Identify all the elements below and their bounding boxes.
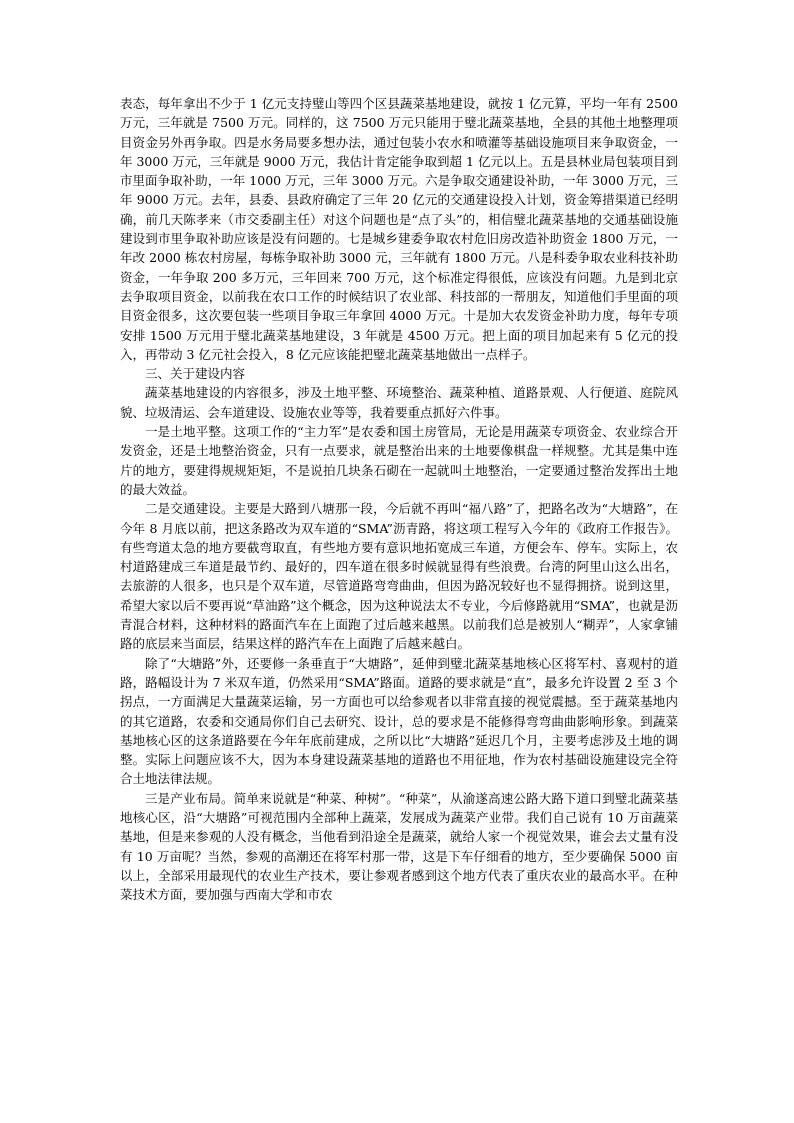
paragraph-transport-construction: 二是交通建设。主要是大路到八塘那一段，今后就不再叫“福八路”了，把路名改为“大塘路”，在今年 8 月底以前，把这条路改为双车道的“SMA”沥青路，将这项工程写入今年的《政府工作报告》。有些弯道太急的地方要截弯取直，有些地方要有意识地拓宽成三车道，方便会车、停车。实际上，农村道路建成三车道是最节约、最好的，四车道在很多时候就显得有些浪费。台湾的阿里山这么出名，去旅游的人很多，也只是个双车道，尽管道路弯弯曲曲，但因为路况较好也不显得拥挤。说到这里，希望大家以后不要再说“草油路”这个概念，因为这种说法太不专业，今后修路就用“SMA”，也就是沥青混合材料，这种材料的路面汽车在上面跑了过后越来越黑。以前我们总是被别人“糊弄”，人家拿铺路的底层来当面层，结果这样的路汽车在上面跑了后越来越白。 [120, 501, 678, 652]
document-body [120, 94, 678, 904]
section-heading-construction-content: 三、关于建设内容 [145, 366, 246, 382]
paragraph-construction-overview: 蔬菜基地建设的内容很多，涉及土地平整、环境整治、蔬菜种植、道路景观、人行便道、庭院风貌、垃圾清运、会车道建设、设施农业等等，我着要重点抓好六件事。 [120, 385, 678, 420]
paragraph-additional-road: 除了“大塘路”外，还要修一条垂直于“大塘路”，延伸到璧北蔬菜基地核心区将军村、喜观村的道路，路幅设计为 7 米双车道，仍然采用“SMA”路面。道路的要求就是“直”，最多允许设置 2 至 3 个拐点，一方面满足大量蔬菜运输，另一方面也可以给参观者以非常直接的视觉震撼。至于蔬菜基地内的其它道路，农委和交通局你们自己去研究、设计，总的要求是不能修得弯弯曲曲影响形象。到蔬菜基地核心区的这条道路要在今年年底前建成，之所以比“大塘路”延迟几个月，主要考虑涉及土地的调整。实际上问题应该不大，因为本身建设蔬菜基地的道路也不用征地，作为农村基础设施建设完全符合土地法律法规。 [120, 655, 678, 787]
paragraph-industry-layout: 三是产业布局。简单来说就是“种菜、种树”。“种菜”，从渝遂高速公路大路下道口到璧北蔬菜基地核心区，沿“大塘路”可视范围内全部种上蔬菜，发展成为蔬菜产业带。我们自己说有 10 万亩蔬菜基地，但是来参观的人没有概念，当他看到沿途全是蔬菜，就给人家一个视觉效果，谁会去丈量有没有 10 万亩呢？当然，参观的高潮还在将军村那一带，这是下车仔细看的地方，至少要确保 5000 亩以上，全部采用最现代的农业生产技术，要让参观者感到这个地方代表了重庆农业的最高水平。在种菜技术方面，要加强与西南大学和市农 [120, 790, 678, 903]
paragraph-land-leveling: 一是土地平整。这项工作的“主力军”是农委和国土房管局，无论是用蔬菜专项资金、农业综合开发资金，还是土地整治资金，只有一点要求，就是整治出来的土地要像棋盘一样规整。尤其是集中连片的地方，要建得规规矩矩，不是说拍几块条石砌在一起就叫土地整治，一定要通过整治发挥出土地的最大效益。 [120, 424, 678, 497]
paragraph-funding-sources: 表态，每年拿出不少于 1 亿元支持璧山等四个区县蔬菜基地建设，就按 1 亿元算，平均一年有 2500 万元，三年就是 7500 万元。同样的，这 7500 万元只能用于璧北蔬菜基地，全县的其他土地整理项目资金另外再争取。四是水务局要多想办法，通过包装小农水和喷灌等基础设施项目来争取资金，一年 3000 万元，三年就是 9000 万元，我估计肯定能争取到超 1 亿元以上。五是县林业局包装项目到市里面争取补助，一年 1000 万元，三年 3000 万元。六是争取交通建设补助，一年 3000 万元，三年 9000 万元。去年，县委、县政府确定了三年 20 亿元的交通建设投入计划，资金筹措渠道已经明确，前几天陈孝来（市交委副主任）对这个问题也是“点了头”的，相信璧北蔬菜基地的交通基础设施建设到市里争取补助应该是没有问题的。七是城乡建委争取农村危旧房改造补助资金 1800 万元，一年改 2000 栋农村房屋，每栋争取补助 3000 元，三年就有 1800 万元。八是科委争取农业科技补助资金，一年争取 200 多万元，三年回来 700 万元，这个标准定得很低，应该没有问题。九是到北京去争取项目资金，以前我在农口工作的时候结识了农业部、科技部的一帮朋友，知道他们手里面的项目资金很多，这次要包装一些项目争取三年拿回 4000 万元。十是加大农发资金补助力度，每年专项安排 1500 万元用于璧北蔬菜基地建设，3 年就是 4500 万元。把上面的项目加起来有 5 亿元的投入，再带动 3 亿元社会投入，8 亿元应该能把璧北蔬菜基地做出一点样子。 [120, 96, 678, 362]
